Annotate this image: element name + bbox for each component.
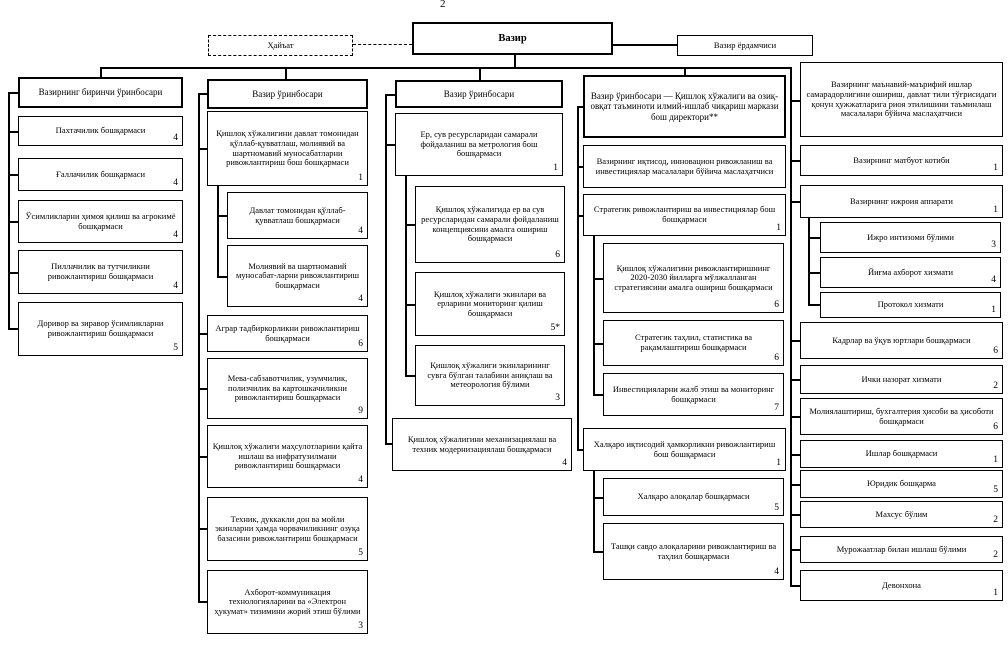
staff-count: 1 [993,454,998,465]
org-box-special-department: Махсус бўлим 2 [800,501,1003,528]
staff-count: 7 [774,402,779,413]
org-box-plant-protection: Ўсимликларни ҳимоя қилиш ва агрокимё бошқармаси 4 [18,200,183,243]
col4-header-deputy-director: Вазир ўринбосари — Қишлоқ хўжалиги ва озиқ-овқат таъминоти илмий-ишлаб чиқариш маркази бош директори** [583,75,786,138]
org-box-land-water-main: Ер, сув ресурсларидан самарали фойдаланиш ва метрология бош бошқармаси 1 [395,113,563,176]
connector-stub [790,484,800,486]
org-box-personnel-education: Кадрлар ва ўқув юртлари бошқармаси 6 [800,322,1003,359]
assistant-label: Вазир ёрдамчиси [713,39,777,50]
org-box-execution-discipline: Ижро интизоми бўлими 3 [820,222,1001,253]
org-box-financing-accounting: Молиялаштириш, бухгалтерия ҳисоби ва ҳисоботи бошқармаси 6 [800,398,1003,435]
org-box-spiritual-advisor: Вазирнинг маънавий-маърифий ишлар самарадорлигини ошириш, давлат тили тўғрисидаги қонун ҳужжатларига риоя этилишини таъминлаш масалалари бўйича маслаҳатчиси [800,62,1003,137]
connector-stub [385,144,395,146]
org-box-affairs: Ишлар бошқармаси 1 [800,440,1003,468]
org-box-executive-apparatus: Вазирнинг ижроия аппарати 1 [800,185,1003,218]
connector-stub [790,585,800,587]
connector-stub [593,394,603,396]
connector-col1-drop [100,67,102,77]
org-box-crop-monitoring: Қишлоқ хўжалиги экинлари ва ерларини мониторинг қилиш бошқармаси 5* [415,272,565,336]
staff-count: 5 [993,484,998,495]
org-box-state-support-main: Қишлоқ хўжалигини давлат томонидан қўллаб-қувватлаш, молиявий ва шартномавий муносабатларни ривожлантириш бош бошқармаси 1 [207,111,368,186]
staff-count: 6 [774,299,779,310]
connector-stub [198,528,207,530]
org-box-economy-advisor: Вазирнинг иқтисод, инновацион ривожланиш ва инвестициялар масалалари бўйича маслаҳатчиси [583,145,786,188]
assistant-box [677,35,813,56]
connector-col3-drop [479,67,481,80]
connector-stub [790,201,800,203]
connector-stub [593,551,603,553]
connector-stub [790,100,800,102]
staff-count: 4 [173,229,178,240]
org-box-strategy-2020-2030: Қишлоқ хўжалигини ривожлантиришнинг 2020-2030 йилларга мўлжалланган стратегиясини амалга ошириш бошқармаси 6 [603,243,784,313]
connector-stub [8,131,18,133]
org-box-mechanization: Қишлоқ хўжалигини механизациялаш ва техник модернизациялаш бошқармаси 4 [392,418,572,471]
org-box-cotton: Пахтачилик бошқармаси 4 [18,116,183,146]
col3-header-deputy: Вазир ўринбосари [395,80,563,108]
org-box-ict-egov: Ахборот-коммуникация технологияларини ва «Электрон ҳукумат» тизимини жорий этиш бўлими 3 [207,570,368,634]
connector-col4-spine [577,106,579,449]
staff-count: 4 [173,177,178,188]
connector-stub [808,237,820,239]
page-number: 2 [440,0,446,10]
org-box-financial-contract: Молиявий ва шартномавий муносабат-ларни ривожлантириш бошқармаси 4 [227,245,368,307]
staff-count: 1 [358,172,363,183]
org-box-appeals: Мурожаатлар билан ишлаш бўлими 2 [800,536,1003,563]
staff-count: 4 [358,293,363,304]
staff-count: 2 [993,549,998,560]
connector-stub [593,343,603,345]
org-box-international-relations: Халқаро алоқалар бошқармаси 5 [603,478,784,516]
connector-stub [8,92,18,94]
org-box-information-service: Йиғма ахборот хизмати 4 [820,257,1001,288]
staff-count: 4 [173,280,178,291]
connector-stub [577,166,583,168]
connector-stub [808,304,820,306]
staff-count: 6 [358,338,363,349]
connector-stub [790,549,800,551]
connector-col3-subspine [405,176,407,376]
staff-count: 3 [991,239,996,250]
col2-header-deputy: Вазир ўринбосари [207,79,368,109]
connector-stub [577,215,583,217]
staff-count: 1 [993,204,998,215]
org-box-fruit-vegetable: Мева-сабзавотчилик, узумчилик, полизчилик ва картошкачиликни ривожлантириш бошқармаси 9 [207,358,368,419]
connector-trunk [100,67,790,69]
staff-count: 5* [550,322,560,333]
connector-stub [790,340,800,342]
org-box-grain: Ғаллачилик бошқармаси 4 [18,158,183,191]
connector-stub [405,375,415,377]
board-label: Ҳайъат [267,39,294,50]
connector-col2-spine [198,93,200,602]
org-box-strategic-analysis: Стратегик таҳлил, статистика ва рақамлаштириш бошқармаси 6 [603,320,784,366]
connector-stub [790,454,800,456]
connector-stub [198,148,207,150]
connector-col3-spine [385,94,387,444]
staff-count: 2 [993,380,998,391]
staff-count: 2 [993,514,998,525]
staff-count: 1 [991,304,996,315]
connector-dashed-board [353,44,412,45]
connector-stub [8,221,18,223]
connector-stub [217,215,227,217]
col1-header-first-deputy: Вазирнинг биринчи ўринбосари [18,77,183,108]
org-box-press-secretary: Вазирнинг матбуот котиби 1 [800,145,1003,176]
connector-stub [808,272,820,274]
minister-label: Вазир [498,32,527,44]
connector-stub [405,304,415,306]
staff-count: 4 [774,566,779,577]
board-box [208,35,353,56]
connector-stub [405,224,415,226]
staff-count: 6 [774,352,779,363]
connector-stub [385,94,395,96]
org-box-international-cooperation: Халқаро иқтисодий ҳамкорликни ривожлантириш бош бошқармаси 1 [583,428,786,471]
staff-count: 6 [993,421,998,432]
staff-count: 1 [553,162,558,173]
staff-count: 4 [358,474,363,485]
connector-stub [8,272,18,274]
connector-col5-subspine [808,218,810,305]
staff-count: 1 [993,162,998,173]
org-box-sericulture: Пиллачилик ва тутчиликни ривожлантириш бошқармаси 4 [18,250,183,294]
org-box-state-support-sub: Давлат томонидан қўллаб-қувватлаш бошқармаси 4 [227,192,368,239]
connector-stub [198,333,207,335]
connector-stub [790,379,800,381]
connector-assistant [613,44,677,46]
connector-stub [593,497,603,499]
staff-count: 1 [993,587,998,598]
staff-count: 1 [776,457,781,468]
connector-stub [593,278,603,280]
staff-count: 5 [173,342,178,353]
connector-stub [198,93,207,95]
staff-count: 6 [993,345,998,356]
connector-stub [577,106,583,108]
connector-col4-subspine1 [593,236,595,394]
staff-count: 1 [776,222,781,233]
staff-count: 4 [562,457,567,468]
org-box-water-demand-meteorology: Қишлоқ хўжалиги экинларининг сувга бўлган талабини аниқлаш ва метеорология бўлими 3 [415,345,565,406]
org-box-legal: Юридик бошқарма 5 [800,470,1003,498]
org-box-investment-attraction: Инвестицияларни жалб этиш ва мониторинг бошқармаси 7 [603,373,784,416]
connector-stub [217,276,227,278]
connector-col4-subspine2 [593,471,595,551]
staff-count: 4 [991,274,996,285]
org-box-foreign-trade: Ташқи савдо алоқаларини ривожлантириш ва таҳлил бошқармаси 4 [603,523,784,580]
connector-stub [8,174,18,176]
connector-stub [385,443,392,445]
connector-col4-drop [684,67,686,75]
connector-stub [198,388,207,390]
connector-col1-spine [8,92,10,329]
org-box-land-water-concept: Қишлоқ хўжалигида ер ва сув ресурсларидан самарали фойдаланиш концепциясини амалга ошириш бошқармаси 6 [415,186,565,263]
org-box-medicinal-plants: Доривор ва зиравор ўсимликларни ривожлантириш бошқармаси 5 [18,302,183,356]
staff-count: 3 [555,392,560,403]
org-box-protocol-service: Протокол хизмати 1 [820,292,1001,318]
connector-stub [577,449,583,451]
connector-stub [8,328,18,330]
connector-stub [790,514,800,516]
staff-count: 4 [358,225,363,236]
org-box-chancellery: Девонхона 1 [800,570,1003,601]
staff-count: 9 [358,405,363,416]
staff-count: 5 [358,547,363,558]
connector-minister-drop [514,55,516,67]
org-box-strategic-development: Стратегик ривожлантириш ва инвестициялар бош бошқармаси 1 [583,194,786,236]
staff-count: 5 [774,502,779,513]
staff-count: 3 [358,620,363,631]
org-box-internal-control: Ички назорат хизмати 2 [800,365,1003,394]
minister-box [412,22,613,55]
connector-stub [790,160,800,162]
connector-stub [790,416,800,418]
connector-col5-spine [790,67,792,586]
connector-stub [198,601,207,603]
staff-count: 4 [173,132,178,143]
connector-stub [198,456,207,458]
org-box-technical-crops: Техник, дуккакли дон ва мойли экинларни ҳамда чорвачиликнинг озуқа базасини ривожлантириш бошқармаси 5 [207,497,368,561]
connector-col2-drop [285,67,287,79]
org-box-processing-infrastructure: Қишлоқ хўжалиги маҳсулотларини қайта ишлаш ва инфратузилмани ривожлантириш бошқармаси 4 [207,425,368,488]
staff-count: 6 [555,249,560,260]
org-box-agrar-entrepreneurship: Аграр тадбиркорликни ривожлантириш бошқармаси 6 [207,315,368,352]
connector-col2-subspine [217,186,219,276]
